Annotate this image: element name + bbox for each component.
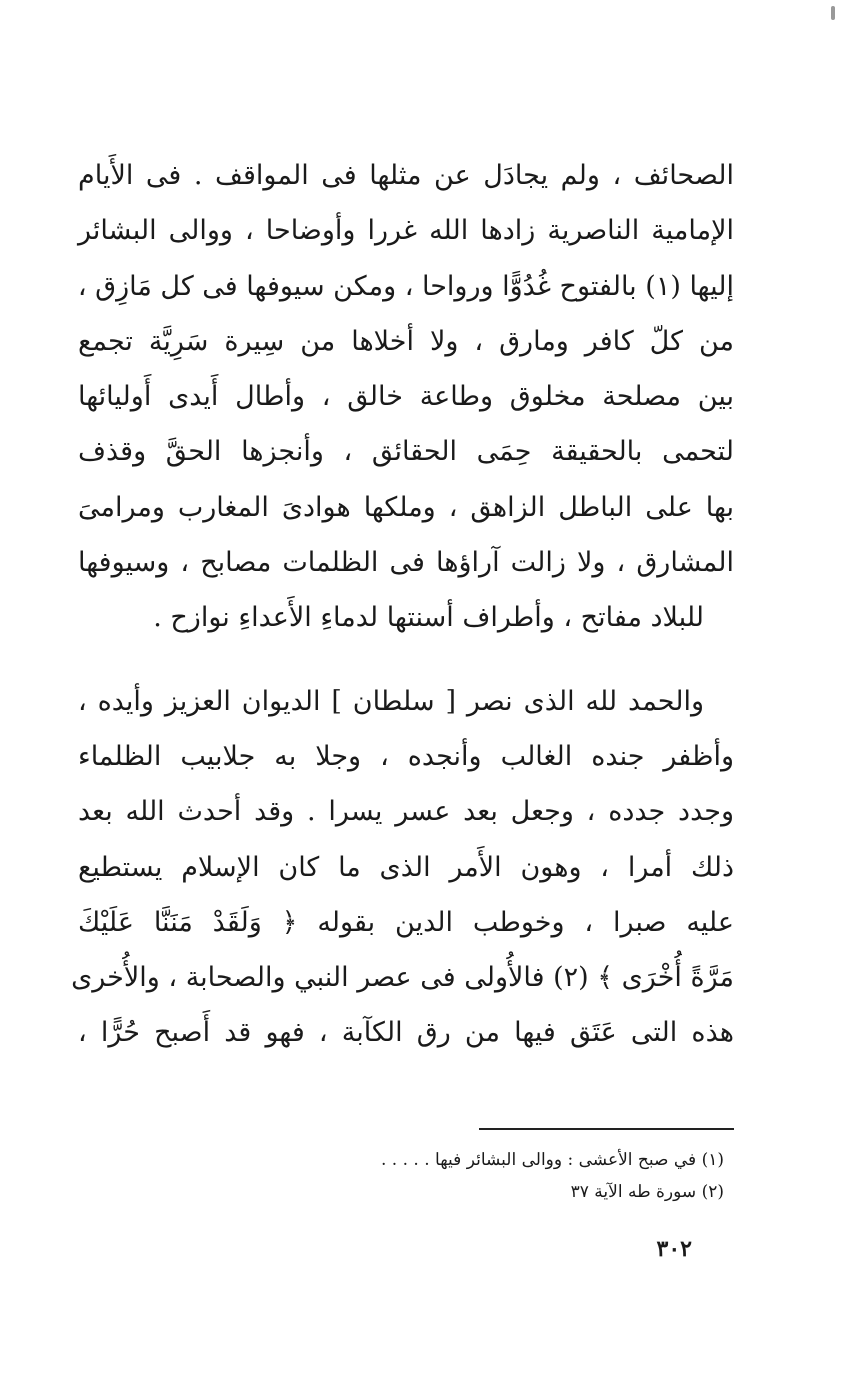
text-line: إليها (١) بالفتوح غُدُوًّا ورواحا ، ومكن سيوفها فى كل مَازِق ، <box>77 270 734 302</box>
paragraph-2 <box>71 674 734 1061</box>
text-line: بين مصلحة مخلوق وطاعة خالق ، وأطال أَيدى أَوليائها <box>78 381 734 413</box>
footnote-divider <box>479 1128 734 1130</box>
text-line: ذلك أمرا ، وهون الأَمر الذى ما كان الإسلام يستطيع <box>78 851 734 883</box>
paragraph-gap <box>78 646 734 674</box>
text-line: بها على الباطل الزاهق ، وملكها هوادىَ المغارب ومرامىَ <box>78 491 734 523</box>
footnote-1: (١) في صبح الأعشى : ووالى البشائر فيها . . . . . <box>381 1150 724 1170</box>
text-line: وجدد جدده ، وجعل بعد عسر يسرا . وقد أحدث الله بعد <box>78 796 734 828</box>
paragraph-1 <box>78 148 734 646</box>
corner-mark <box>831 6 835 20</box>
text-line: وأظفر جنده الغالب وأنجده ، وجلا به جلابيب الظلماء <box>78 740 734 772</box>
text-line: عليه صبرا ، وخوطب الدين بقوله ﴿ وَلَقَدْ مَنَنَّا عَلَيْكَ <box>78 906 734 938</box>
text-line: الإمامية الناصرية زادها الله غررا وأوضاحا ، ووالى البشائر <box>78 215 734 247</box>
text-line: للبلاد مفاتح ، وأطراف أسنتها لدماءِ الأَعداءِ نوازح . <box>153 602 704 634</box>
text-line: المشارق ، ولا زالت آراؤها فى الظلمات مصابح ، وسيوفها <box>78 547 734 579</box>
page-number: ٣٠٢ <box>656 1236 692 1262</box>
body-text <box>71 148 734 1061</box>
footnote-2: (٢) سورة طه الآية ٣٧ <box>570 1182 724 1202</box>
text-line: هذه التى عَتَق فيها من رق الكآبة ، فهو قد أَصبح حُرًّا ، <box>78 1017 734 1049</box>
text-line: من كلّ كافر ومارق ، ولا أخلاها من سِيرة سَرِيَّة تجمع <box>78 325 734 357</box>
footnotes <box>300 1144 724 1208</box>
text-line: والحمد لله الذى نصر [ سلطان ] الديوان العزيز وأيده ، <box>78 685 704 717</box>
text-line: الصحائف ، ولم يجادَل عن مثلها فى المواقف . فى الأَيام <box>78 160 734 191</box>
text-line: مَرَّةً أُخْرَى ﴾ (٢) فالأُولى فى عصر النبي والصحابة ، والأُخرى <box>71 962 734 994</box>
text-line: لتحمى بالحقيقة حِمَى الحقائق ، وأنجزها الحقَّ وقذف <box>78 436 734 468</box>
